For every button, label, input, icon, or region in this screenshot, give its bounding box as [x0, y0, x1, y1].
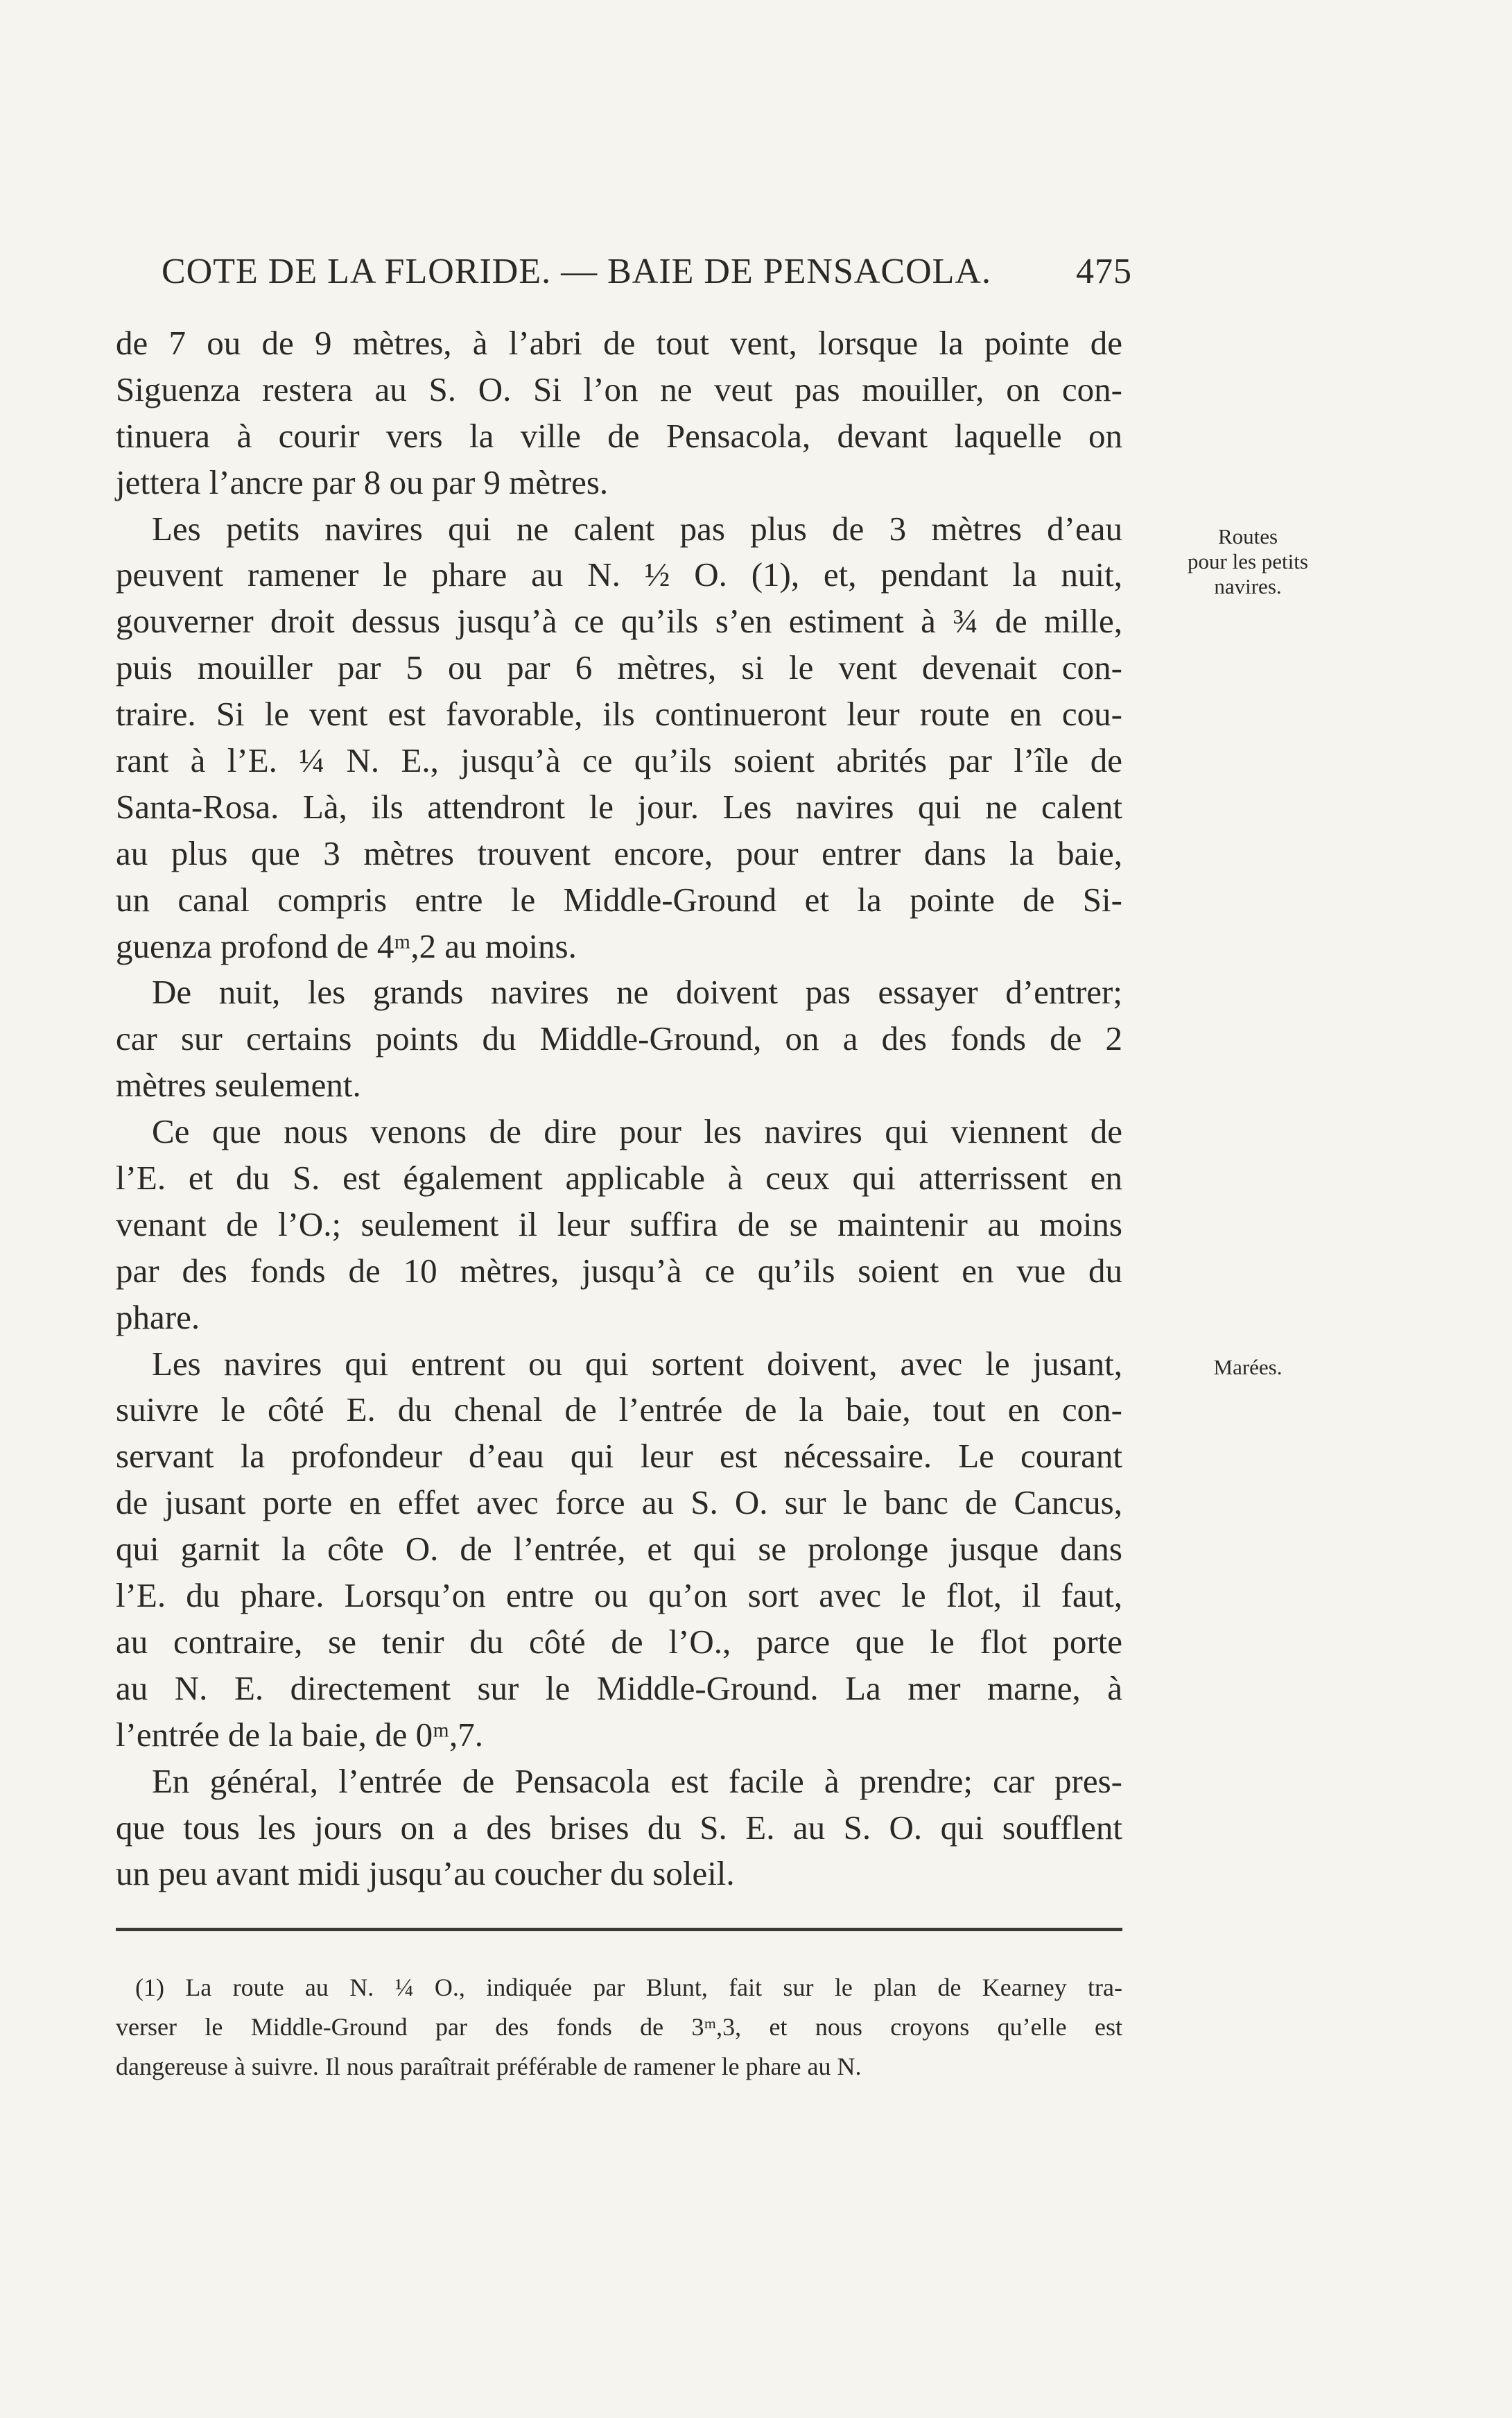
text-line: l’E. et du S. est également applicable à ceux qui atterrissent en — [116, 1159, 1122, 1198]
text-line: Les navires qui entrent ou qui sortent doivent, avec le jusant, — [152, 1344, 1122, 1383]
text-line: que tous les jours on a des brises du S. E. au S. O. qui soufflent — [116, 1808, 1122, 1847]
text-line: venant de l’O.; seulement il leur suffira de se maintenir au moins — [116, 1204, 1122, 1243]
footnote-divider — [116, 1928, 1122, 1931]
text-line: peuvent ramener le phare au N. ½ O. (1), et, pendant la nuit, — [116, 555, 1122, 594]
text-line: de 7 ou de 9 mètres, à l’abri de tout vent, lorsque la pointe de — [116, 324, 1122, 362]
text-line: car sur certains points du Middle-Ground, on a des fonds de 2 — [116, 1019, 1122, 1058]
text-line: tinuera à courir vers la ville de Pensacola, devant laquelle on — [116, 416, 1122, 455]
text-line: mètres seulement. — [116, 1066, 361, 1105]
header-title: COTE DE LA FLORIDE. — BAIE DE PENSACOLA. — [162, 252, 991, 291]
text-line: au contraire, se tenir du côté de l’O., parce que le flot porte — [116, 1622, 1122, 1661]
text-line: l’E. du phare. Lorsqu’on entre ou qu’on sort avec le flot, il faut, — [116, 1576, 1122, 1615]
text-line: phare. — [116, 1297, 200, 1336]
text-line: gouverner droit dessus jusqu’à ce qu’ils s’en estiment à ¾ de mille, — [116, 602, 1122, 641]
text-line: un canal compris entre le Middle-Ground et la pointe de Si- — [116, 880, 1122, 919]
text-line: au plus que 3 mètres trouvent encore, pour entrer dans la baie, — [116, 834, 1122, 872]
page-number: 475 — [1076, 252, 1132, 291]
footnote-line: dangereuse à suivre. Il nous paraîtrait préférable de ramener le phare au N. — [116, 2053, 862, 2080]
margin-note-routes — [1158, 524, 1338, 599]
footnote-line: verser le Middle-Ground par des fonds de 3ᵐ,3, et nous croyons qu’elle est — [116, 2013, 1122, 2041]
text-line: par des fonds de 10 mètres, jusqu’à ce qu’ils soient en vue du — [116, 1251, 1122, 1290]
text-line: Santa-Rosa. Là, ils attendront le jour. Les navires qui ne calent — [116, 787, 1122, 826]
running-header — [162, 251, 1132, 292]
text-line: un peu avant midi jusqu’au coucher du soleil. — [116, 1854, 735, 1893]
footnote-line: (1) La route au N. ¼ O., indiquée par Blunt, fait sur le plan de Kearney tra- — [135, 1974, 1122, 2001]
text-line: Siguenza restera au S. O. Si l’on ne veut pas mouiller, on con- — [116, 370, 1122, 408]
text-line: rant à l’E. ¼ N. E., jusqu’à ce qu’ils soient abrités par l’île de — [116, 741, 1122, 780]
margin-note-line: Routes — [1217, 524, 1278, 549]
margin-note-marees — [1158, 1355, 1338, 1380]
text-line: servant la profondeur d’eau qui leur est nécessaire. Le courant — [116, 1437, 1122, 1476]
text-line: l’entrée de la baie, de 0ᵐ,7. — [116, 1715, 484, 1754]
text-line: Les petits navires qui ne calent pas plus de 3 mètres d’eau — [152, 509, 1122, 548]
text-line: qui garnit la côte O. de l’entrée, et qui se prolonge jusque dans — [116, 1530, 1122, 1569]
text-line: de jusant porte en effet avec force au S. O. sur le banc de Cancus, — [116, 1483, 1122, 1522]
text-line: au N. E. directement sur le Middle-Ground. La mer marne, à — [116, 1668, 1122, 1707]
text-line: De nuit, les grands navires ne doivent pas essayer d’entrer; — [152, 973, 1122, 1012]
text-line: traire. Si le vent est favorable, ils continueront leur route en cou- — [116, 695, 1122, 734]
text-line: puis mouiller par 5 ou par 6 mètres, si le vent devenait con- — [116, 648, 1122, 687]
footnote — [116, 1968, 1122, 2087]
margin-note-line: pour les petits — [1188, 549, 1308, 573]
body-text — [116, 320, 1122, 1897]
text-line: En général, l’entrée de Pensacola est facile à prendre; car pres- — [152, 1761, 1122, 1800]
margin-note-line: Marées. — [1213, 1355, 1283, 1379]
margin-note-line: navires. — [1214, 574, 1282, 598]
text-line: suivre le côté E. du chenal de l’entrée de la baie, tout en con- — [116, 1390, 1122, 1429]
text-line: jettera l’ancre par 8 ou par 9 mètres. — [116, 463, 609, 501]
text-line: Ce que nous venons de dire pour les navires qui viennent de — [152, 1112, 1122, 1151]
text-line: guenza profond de 4ᵐ,2 au moins. — [116, 926, 577, 965]
